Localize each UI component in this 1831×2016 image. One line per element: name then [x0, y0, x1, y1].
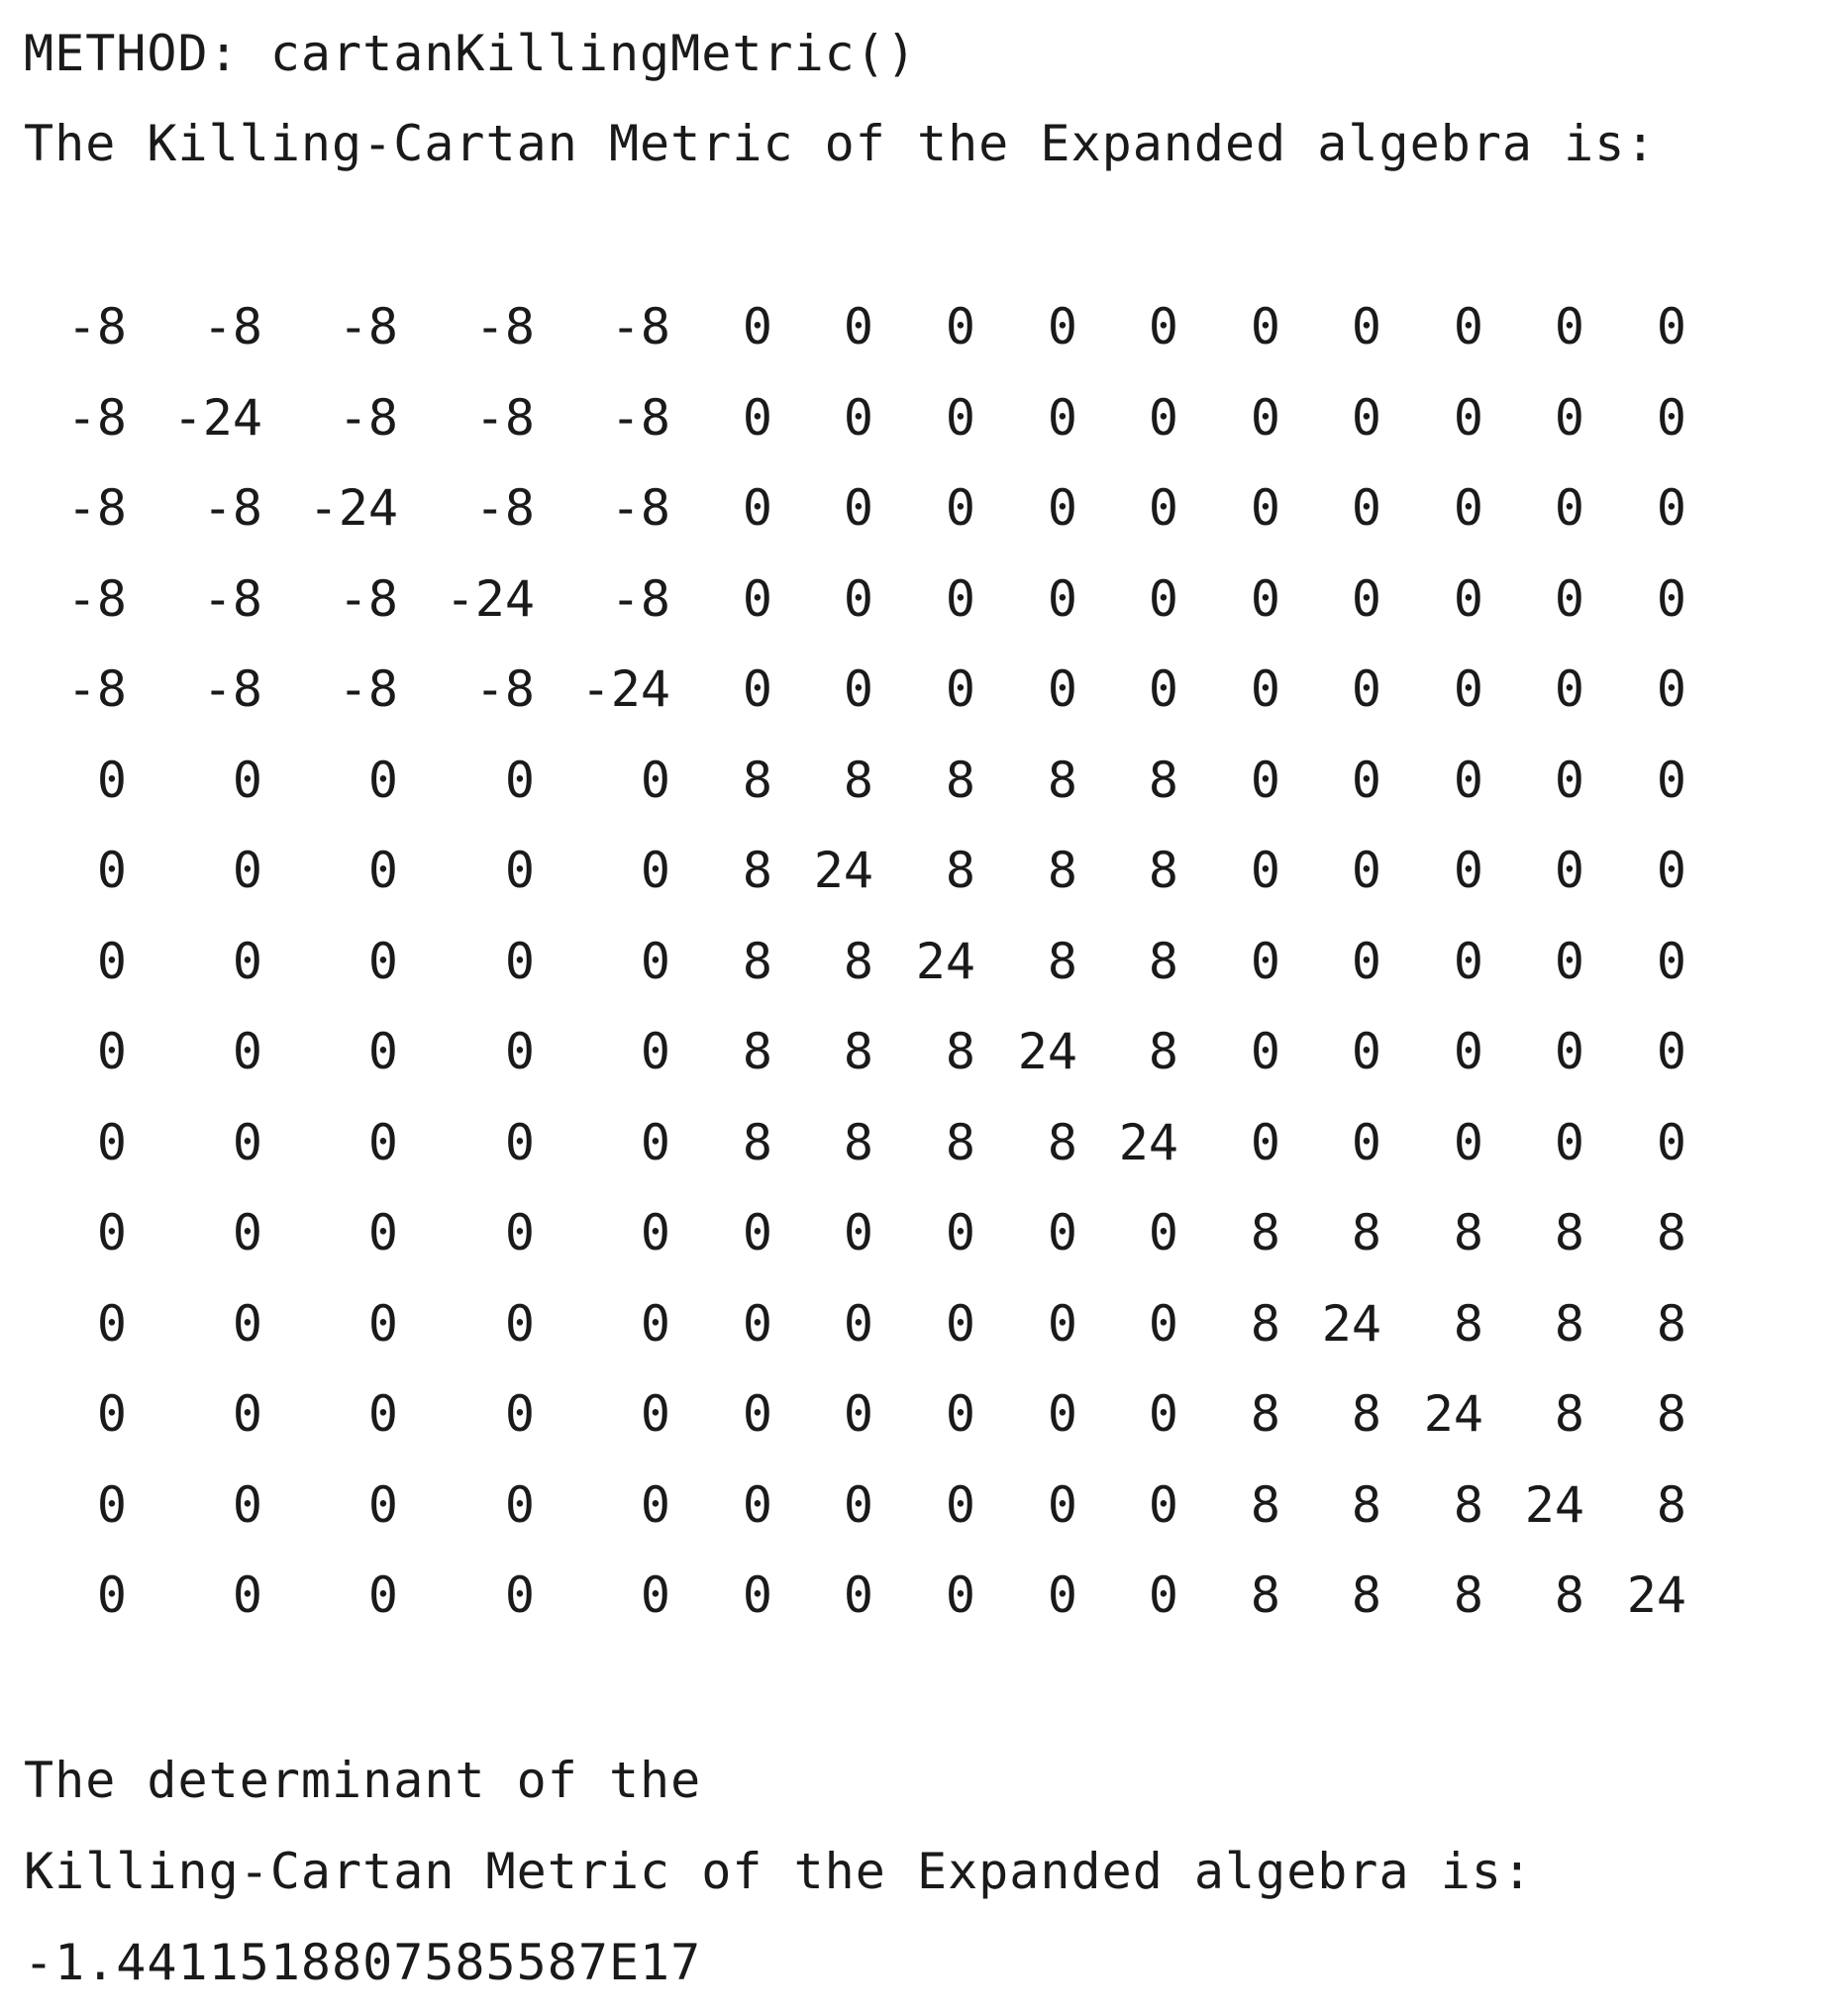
matrix-cell: 0: [1148, 1385, 1178, 1443]
matrix-cell: 0: [504, 1566, 535, 1624]
matrix-cell: 0: [742, 1294, 772, 1353]
matrix-cell: 8: [742, 932, 772, 990]
matrix-cell: 0: [1453, 298, 1483, 355]
matrix-cell: 0: [1047, 660, 1077, 718]
matrix-cell: 8: [1250, 1475, 1280, 1534]
matrix-cell: 8: [1250, 1204, 1280, 1261]
matrix-cell: 0: [843, 298, 873, 355]
matrix-cell: 0: [843, 388, 873, 447]
matrix-cell: 0: [1554, 298, 1584, 355]
matrix-cell: 0: [1148, 1294, 1178, 1353]
matrix-cell: 0: [1453, 660, 1483, 718]
matrix-cell: 8: [1656, 1475, 1686, 1534]
matrix-cell: 8: [742, 842, 772, 899]
matrix-cell: 0: [1047, 1385, 1077, 1443]
matrix-cell: 8: [742, 1113, 772, 1171]
matrix-cell: 0: [1453, 569, 1483, 628]
matrix-cell: 0: [232, 1566, 262, 1624]
matrix-cell: 0: [1351, 388, 1381, 447]
matrix-cell: -24: [580, 660, 670, 718]
matrix-cell: 0: [1656, 932, 1686, 990]
matrix-cell: 0: [1047, 298, 1077, 355]
matrix-cell: 8: [1351, 1385, 1381, 1443]
matrix-cell: 0: [1148, 1475, 1178, 1534]
matrix-cell: -8: [474, 660, 535, 718]
matrix-cell: 0: [742, 1566, 772, 1624]
matrix-cell: 0: [1351, 298, 1381, 355]
matrix-cell: 0: [945, 1385, 975, 1443]
matrix-cell: 8: [1047, 1113, 1077, 1171]
matrix-cell: -8: [202, 479, 262, 537]
matrix-cell: -8: [202, 660, 262, 718]
matrix-cell: 0: [1250, 569, 1280, 628]
matrix-cell: 0: [367, 842, 398, 899]
matrix-cell: 0: [742, 388, 772, 447]
matrix-cell: 8: [1554, 1566, 1584, 1624]
matrix-cell: 0: [232, 842, 262, 899]
matrix-cell: 8: [1047, 751, 1077, 809]
matrix-cell: -24: [172, 388, 262, 447]
matrix-cell: 0: [1047, 1204, 1077, 1261]
matrix-cell: 0: [1351, 751, 1381, 809]
matrix-cell: 0: [96, 842, 127, 899]
matrix-cell: 0: [1656, 388, 1686, 447]
matrix-cell: 8: [742, 751, 772, 809]
matrix-cell: 0: [504, 842, 535, 899]
matrix-cell: 0: [843, 1204, 873, 1261]
matrix-cell: 0: [367, 1113, 398, 1171]
matrix-cell: 0: [367, 1294, 398, 1353]
matrix-cell: 0: [1047, 569, 1077, 628]
matrix-cell: 0: [504, 1113, 535, 1171]
matrix-cell: 8: [1047, 842, 1077, 899]
matrix-cell: -8: [474, 479, 535, 537]
matrix-cell: 0: [232, 1475, 262, 1534]
matrix-cell: 0: [1148, 479, 1178, 537]
matrix-cell: 8: [1453, 1294, 1483, 1353]
matrix-cell: 0: [504, 1204, 535, 1261]
matrix-cell: 0: [1250, 479, 1280, 537]
matrix-cell: 8: [742, 1023, 772, 1080]
matrix-cell: 0: [640, 1475, 670, 1534]
matrix-cell: 8: [1453, 1475, 1483, 1534]
matrix-cell: 8: [1351, 1475, 1381, 1534]
matrix-cell: 0: [640, 1566, 670, 1624]
matrix-cell: 0: [232, 751, 262, 809]
matrix-cell: 0: [640, 1294, 670, 1353]
matrix-cell: 0: [1351, 842, 1381, 899]
matrix-cell: 0: [1656, 751, 1686, 809]
matrix-cell: 0: [945, 569, 975, 628]
matrix-cell: 24: [1423, 1385, 1483, 1443]
matrix-cell: -24: [308, 479, 398, 537]
matrix-cell: 0: [742, 1204, 772, 1261]
determinant-label-line1: The determinant of the: [24, 1752, 702, 1809]
matrix-cell: 0: [1453, 1113, 1483, 1171]
matrix-cell: 0: [742, 569, 772, 628]
matrix-cell: 0: [96, 1475, 127, 1534]
matrix-cell: 0: [1554, 1113, 1584, 1171]
matrix-cell: -8: [338, 569, 398, 628]
matrix-cell: 0: [367, 1023, 398, 1080]
matrix-cell: 0: [1250, 932, 1280, 990]
matrix-cell: 0: [1047, 388, 1077, 447]
matrix-cell: 0: [96, 1385, 127, 1443]
matrix-cell: -8: [202, 569, 262, 628]
matrix-cell: 8: [843, 932, 873, 990]
matrix-cell: 0: [1453, 842, 1483, 899]
matrix-cell: 0: [367, 1204, 398, 1261]
matrix-cell: 0: [742, 1385, 772, 1443]
matrix-cell: -8: [610, 298, 670, 355]
matrix-cell: 0: [945, 1204, 975, 1261]
matrix-cell: 0: [640, 1023, 670, 1080]
matrix-cell: 0: [1453, 1023, 1483, 1080]
matrix-cell: 0: [945, 660, 975, 718]
matrix-cell: 0: [1148, 298, 1178, 355]
matrix-cell: -8: [66, 569, 127, 628]
matrix-cell: 0: [1047, 1475, 1077, 1534]
matrix-cell: 24: [813, 842, 873, 899]
matrix-cell: -8: [338, 388, 398, 447]
matrix-cell: 24: [1321, 1294, 1381, 1353]
matrix-cell: 0: [1554, 660, 1584, 718]
matrix-cell: 0: [640, 1113, 670, 1171]
determinant-value: -1.4411518807585587E17: [24, 1934, 702, 1991]
matrix-cell: 24: [915, 932, 975, 990]
matrix-cell: 0: [1554, 479, 1584, 537]
matrix-cell: 8: [843, 751, 873, 809]
matrix-cell: 0: [367, 1385, 398, 1443]
matrix-cell: 8: [1351, 1204, 1381, 1261]
matrix-cell: 0: [1554, 932, 1584, 990]
matrix-cell: 0: [1554, 1023, 1584, 1080]
matrix-cell: 0: [504, 1385, 535, 1443]
matrix-cell: 0: [232, 1204, 262, 1261]
matrix-cell: 0: [504, 1475, 535, 1534]
matrix-cell: 8: [945, 1113, 975, 1171]
matrix-cell: 0: [1554, 569, 1584, 628]
matrix-cell: 0: [367, 1475, 398, 1534]
matrix-cell: 0: [843, 660, 873, 718]
matrix-cell: 8: [1250, 1294, 1280, 1353]
matrix-cell: 0: [742, 479, 772, 537]
matrix-cell: 0: [1250, 298, 1280, 355]
matrix-cell: 0: [1047, 1294, 1077, 1353]
matrix-cell: 8: [1554, 1385, 1584, 1443]
matrix-cell: -8: [474, 388, 535, 447]
matrix-cell: 0: [504, 932, 535, 990]
matrix-cell: 24: [1626, 1566, 1686, 1624]
matrix-cell: 0: [742, 660, 772, 718]
matrix-cell: 0: [1148, 660, 1178, 718]
matrix-cell: 8: [945, 751, 975, 809]
matrix-cell: 0: [640, 1385, 670, 1443]
matrix-cell: 8: [1148, 842, 1178, 899]
matrix-cell: 0: [945, 479, 975, 537]
matrix-cell: 0: [742, 1475, 772, 1534]
matrix-cell: -24: [445, 569, 535, 628]
matrix-cell: 0: [1554, 751, 1584, 809]
matrix-cell: 0: [1351, 660, 1381, 718]
matrix-cell: 8: [1656, 1385, 1686, 1443]
matrix-cell: 0: [1453, 932, 1483, 990]
matrix-cell: 0: [1148, 569, 1178, 628]
matrix-cell: -8: [610, 569, 670, 628]
matrix-cell: 24: [1118, 1113, 1178, 1171]
matrix-cell: 0: [1148, 388, 1178, 447]
matrix-cell: 0: [1656, 1023, 1686, 1080]
matrix-cell: -8: [66, 388, 127, 447]
matrix-cell: 8: [1453, 1204, 1483, 1261]
matrix-cell: 0: [1148, 1566, 1178, 1624]
matrix-cell: 8: [1554, 1204, 1584, 1261]
matrix-cell: 8: [945, 1023, 975, 1080]
matrix-cell: 0: [843, 1385, 873, 1443]
matrix-cell: 0: [1351, 1023, 1381, 1080]
matrix-cell: 0: [640, 751, 670, 809]
matrix-cell: 0: [1656, 842, 1686, 899]
matrix-cell: 0: [945, 1566, 975, 1624]
matrix-cell: 8: [1453, 1566, 1483, 1624]
matrix-cell: 0: [1351, 569, 1381, 628]
matrix-cell: 0: [232, 1113, 262, 1171]
matrix-cell: 0: [1453, 751, 1483, 809]
matrix-cell: 8: [843, 1023, 873, 1080]
matrix-cell: 0: [843, 569, 873, 628]
matrix-cell: 0: [1250, 842, 1280, 899]
matrix-cell: 0: [96, 1113, 127, 1171]
matrix-cell: 8: [1554, 1294, 1584, 1353]
matrix-cell: 0: [1656, 479, 1686, 537]
matrix-cell: 8: [1351, 1566, 1381, 1624]
matrix-cell: 0: [96, 1023, 127, 1080]
matrix-cell: 0: [843, 1475, 873, 1534]
matrix-cell: 0: [843, 1566, 873, 1624]
matrix-cell: 0: [1656, 1113, 1686, 1171]
matrix-cell: 0: [1351, 1113, 1381, 1171]
matrix-cell: 0: [1656, 569, 1686, 628]
matrix-cell: 0: [1453, 388, 1483, 447]
matrix-cell: -8: [202, 298, 262, 355]
matrix-cell: 0: [1148, 1204, 1178, 1261]
matrix-cell: 8: [1656, 1294, 1686, 1353]
matrix-cell: -8: [338, 660, 398, 718]
matrix-cell: 0: [1047, 479, 1077, 537]
matrix-cell: 0: [742, 298, 772, 355]
matrix-cell: 0: [96, 932, 127, 990]
matrix-cell: 8: [1656, 1204, 1686, 1261]
matrix-cell: 0: [232, 1385, 262, 1443]
matrix-cell: 0: [367, 1566, 398, 1624]
matrix-cell: -8: [474, 298, 535, 355]
matrix-cell: 0: [367, 932, 398, 990]
matrix-cell: 0: [640, 842, 670, 899]
matrix-cell: 8: [945, 842, 975, 899]
matrix-cell: 24: [1017, 1023, 1077, 1080]
matrix-cell: 8: [1148, 751, 1178, 809]
matrix-cell: 0: [640, 1204, 670, 1261]
matrix-cell: -8: [66, 660, 127, 718]
matrix-cell: 0: [96, 1204, 127, 1261]
matrix-cell: 0: [1250, 388, 1280, 447]
matrix-cell: 0: [1453, 479, 1483, 537]
matrix-cell: 8: [1148, 1023, 1178, 1080]
matrix-cell: 0: [1047, 1566, 1077, 1624]
matrix-cell: 0: [945, 1475, 975, 1534]
matrix-cell: 8: [1250, 1566, 1280, 1624]
matrix-cell: 0: [843, 479, 873, 537]
matrix-cell: -8: [338, 298, 398, 355]
matrix-cell: 0: [232, 1294, 262, 1353]
matrix-cell: 0: [96, 751, 127, 809]
matrix-cell: -8: [66, 479, 127, 537]
matrix-cell: 0: [640, 932, 670, 990]
matrix-cell: 0: [96, 1566, 127, 1624]
matrix-cell: 8: [1047, 932, 1077, 990]
matrix-cell: 0: [504, 1023, 535, 1080]
matrix-cell: 0: [1351, 479, 1381, 537]
matrix-cell: 8: [843, 1113, 873, 1171]
matrix-cell: 8: [1250, 1385, 1280, 1443]
matrix-cell: 0: [504, 751, 535, 809]
matrix-cell: 0: [96, 1294, 127, 1353]
matrix-cell: 0: [1554, 388, 1584, 447]
matrix-cell: 0: [945, 1294, 975, 1353]
matrix-cell: 0: [945, 388, 975, 447]
matrix-cell: 0: [1250, 660, 1280, 718]
matrix-cell: -8: [610, 479, 670, 537]
matrix-cell: 0: [232, 932, 262, 990]
matrix-cell: 0: [1554, 842, 1584, 899]
matrix-cell: 0: [367, 751, 398, 809]
determinant-label-line2: Killing-Cartan Metric of the Expanded algebra is:: [24, 1843, 1534, 1900]
matrix-cell: -8: [610, 388, 670, 447]
method-line: METHOD: cartanKillingMetric(): [24, 25, 917, 82]
matrix-cell: -8: [66, 298, 127, 355]
matrix-cell: 0: [1250, 1113, 1280, 1171]
matrix-cell: 0: [504, 1294, 535, 1353]
matrix-cell: 8: [1148, 932, 1178, 990]
matrix-cell: 0: [1656, 298, 1686, 355]
matrix-cell: 0: [1250, 751, 1280, 809]
metric-header-line: The Killing-Cartan Metric of the Expanded algebra is:: [24, 115, 1657, 172]
matrix-cell: 0: [232, 1023, 262, 1080]
matrix-cell: 0: [1656, 660, 1686, 718]
matrix-cell: 24: [1524, 1475, 1584, 1534]
matrix-cell: 0: [1250, 1023, 1280, 1080]
matrix-cell: 0: [843, 1294, 873, 1353]
matrix-cell: 0: [1351, 932, 1381, 990]
matrix-cell: 0: [945, 298, 975, 355]
